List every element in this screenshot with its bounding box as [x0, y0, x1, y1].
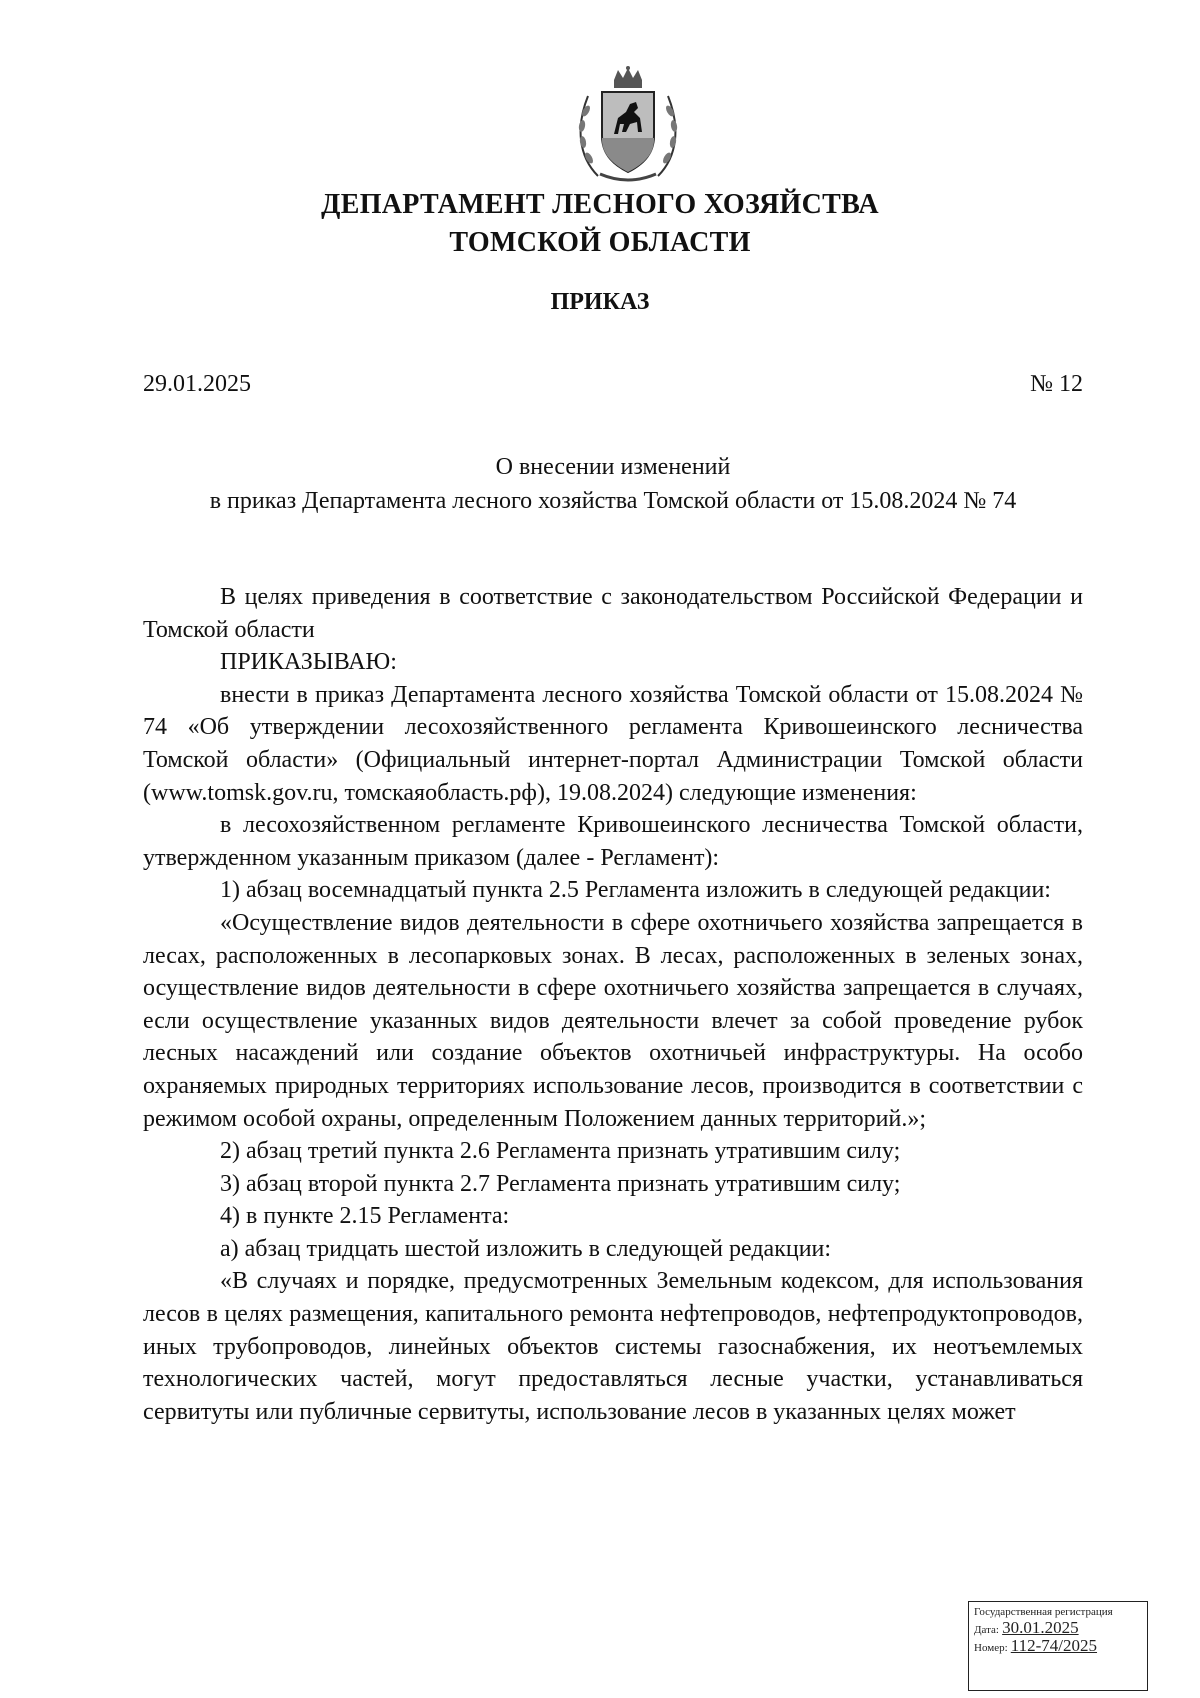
organization-name-line1: ДЕПАРТАМЕНТ ЛЕСНОГО ХОЗЯЙСТВА [321, 189, 879, 220]
organization-name [0, 186, 1200, 262]
date-number-line [143, 368, 1083, 400]
document-number: № 12 [1030, 371, 1083, 397]
registration-date-value: 30.01.2025 [1002, 1618, 1079, 1637]
registration-number-value: 112-74/2025 [1010, 1636, 1098, 1655]
subject-line2: в приказ Департамента лесного хозяйства Томской области от 15.08.2024 № 74 [209, 488, 1017, 514]
document-date: 29.01.2025 [143, 371, 251, 397]
body-paragraph: «Осуществление видов деятельности в сфере охотничьего хозяйства запрещается в лесах, расположенных в лесопарковых зонах. В лесах, расположенных в зеленых зонах, осуществление видов деятельности в сфере охотничьего хозяйства запрещается в случаях, если осуществление указанных видов деятельности влечет за собой проведение рубок лесных насаждений или создание объектов охотничьей инфраструктуры. На особо охраняемых природных территориях использование лесов, производится в соответствии с режимом особой охраны, определенным Положением данных территорий.»; [143, 909, 1083, 1132]
registration-date-label: Дата: [974, 1624, 999, 1636]
body-paragraph: ПРИКАЗЫВАЮ: [220, 649, 397, 676]
document-subject [143, 450, 1083, 518]
body-paragraph: 2) абзац третий пункта 2.6 Регламента признать утратившим силу; [220, 1138, 901, 1165]
body-paragraph: а) абзац тридцать шестой изложить в следующей редакции: [220, 1235, 832, 1262]
body-paragraph: 3) абзац второй пункта 2.7 Регламента признать утратившим силу; [220, 1170, 901, 1197]
registration-title: Государственная регистрация [974, 1606, 1113, 1618]
body-paragraph: 4) в пункте 2.15 Регламента: [220, 1203, 510, 1230]
body-paragraph: «В случаях и порядке, предусмотренных Земельным кодексом, для использования лесов в целях размещения, капитального ремонта нефтепроводов, нефтепродуктопроводов, иных трубопроводов, линейных объектов системы газоснабжения, их неотъемлемых технологических частей, могут предоставляться лесные участки, устанавливаться сервитуты или публичные сервитуты, использование лесов в указанных целях может [143, 1268, 1083, 1425]
registration-stamp [968, 1601, 1148, 1691]
document-body [143, 581, 1083, 1428]
document-type: ПРИКАЗ [550, 289, 650, 315]
subject-line1: О внесении изменений [495, 454, 731, 480]
body-paragraph: внести в приказ Департамента лесного хозяйства Томской области от 15.08.2024 № 74 «Об утверждении лесохозяйственного регламента Кривошеинского лесничества Томской области» (Официальный интернет-портал Администрации Томской области (www.tomsk.gov.ru, томскаяобласть.рф), 19.08.2024) следующие изменения: [143, 681, 1083, 806]
organization-name-line2: ТОМСКОЙ ОБЛАСТИ [449, 227, 751, 258]
coat-of-arms-icon [570, 66, 686, 190]
registration-number-label: Номер: [974, 1642, 1008, 1654]
body-paragraph: в лесохозяйственном регламенте Кривошеинского лесничества Томской области, утвержденном указанным приказом (далее - Регламент): [143, 812, 1083, 871]
body-paragraph: В целях приведения в соответствие с законодательством Российской Федерации и Томской области [143, 584, 1083, 643]
body-paragraph: 1) абзац восемнадцатый пункта 2.5 Регламента изложить в следующей редакции: [220, 877, 1051, 904]
